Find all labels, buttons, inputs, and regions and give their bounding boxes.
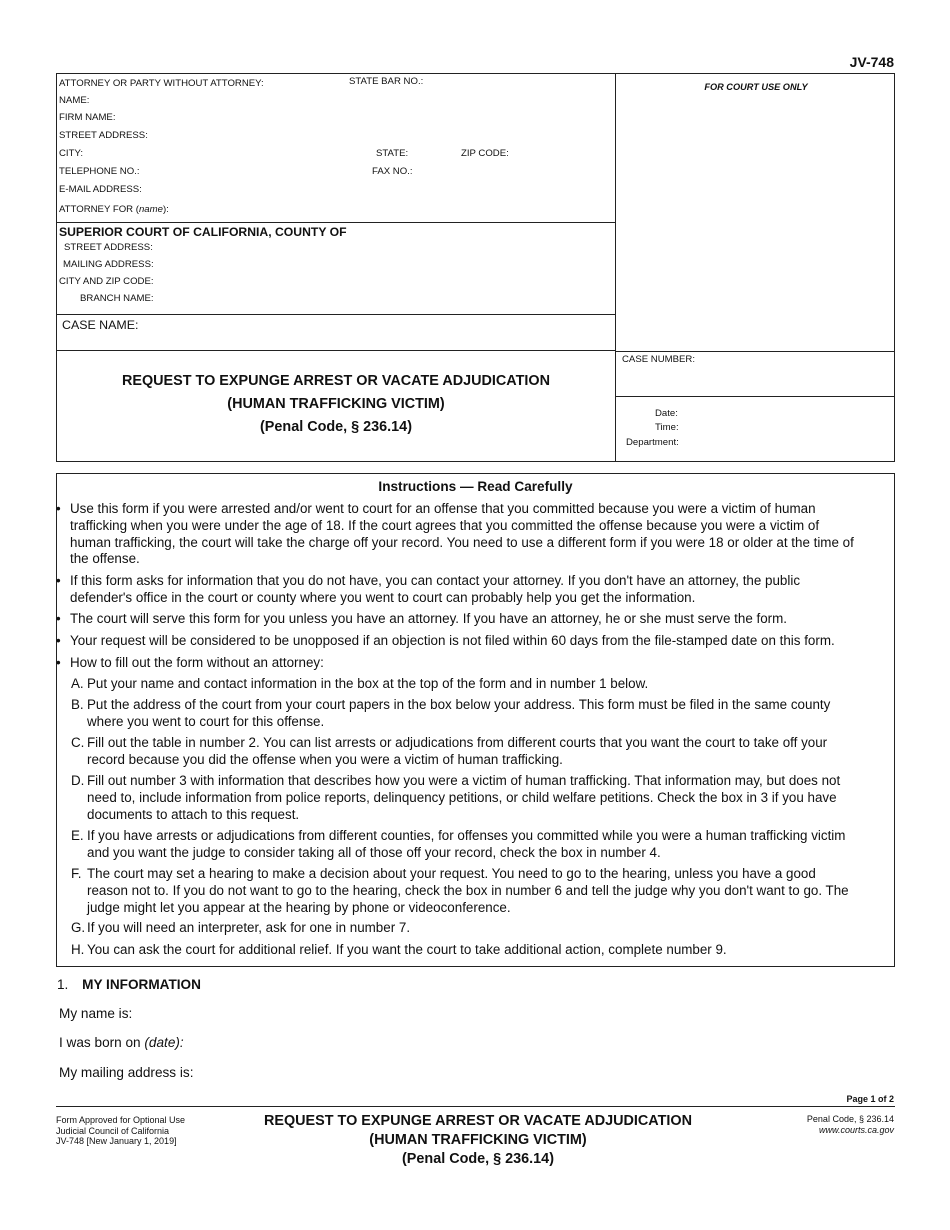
bullet-icon: • [56,633,61,648]
street-address-label: STREET ADDRESS: [59,130,148,141]
instructions-box [56,473,895,967]
instruction-bullet: • The court will serve this form for you unless you have an attorney. If you have an attorney, he or she must serve the form. [56,611,787,626]
form-number: JV-748 [849,54,894,70]
attorney-for-label: ATTORNEY FOR (name): [59,204,169,215]
section-title: MY INFORMATION [82,977,201,992]
caption-divider [615,74,616,462]
instruction-bullet: • How to fill out the form without an attorney: [56,655,324,670]
bullet-icon: • [56,655,61,670]
court-city-zip-label: CITY AND ZIP CODE: [59,276,154,287]
instruction-step: A. Put your name and contact information in the box at the top of the form and in number 1 below. [71,676,649,691]
bullet-icon: • [56,501,61,516]
footer-approval: Form Approved for Optional Use Judicial Council of California JV-748 [New January 1, 2019] [56,1115,186,1146]
court-use-label: FOR COURT USE ONLY [704,82,808,92]
court-street-label: STREET ADDRESS: [64,242,153,253]
instruction-step: H. You can ask the court for additional relief. If you want the court to take additional action, complete number 9. [71,942,727,957]
fax-label: FAX NO.: [372,166,413,177]
telephone-label: TELEPHONE NO.: [59,166,140,177]
bullet-icon: • [56,611,61,626]
hearing-date-label: Date: [655,408,678,419]
email-label: E-MAIL ADDRESS: [59,184,142,195]
section-1-heading [57,977,201,992]
city-label: CITY: [59,148,83,159]
birth-date-label: I was born on (date): [59,1035,184,1050]
hearing-time-label: Time: [655,422,679,433]
state-label: STATE: [376,148,409,159]
bullet-icon: • [56,573,61,588]
footer-reference [807,1114,894,1135]
divider-hearing [615,396,894,397]
court-title: SUPERIOR COURT OF CALIFORNIA, COUNTY OF [59,225,347,239]
form-title-line: REQUEST TO EXPUNGE ARREST OR VACATE ADJUDICATION [121,373,551,389]
section-number: 1. [57,977,69,992]
hearing-department-label: Department: [626,437,679,448]
page-number: Page 1 of 2 [846,1094,894,1104]
form-title [57,370,615,439]
divider-case-name [57,314,615,315]
instruction-bullet: • If this form asks for information that you do not have, you can contact your attorney. If you don't have an attorney, the public defender's office in the court or county where you went to court can probably help you get the information. [56,573,801,605]
zip-label: ZIP CODE: [461,148,509,159]
name-field-label: My name is: [59,1006,133,1021]
instructions-title: Instructions — Read Carefully [378,479,573,494]
footer-url[interactable]: www.courts.ca.gov [818,1124,894,1135]
footer-code: Penal Code, § 236.14 [806,1114,894,1124]
instruction-step: G. If you will need an interpreter, ask for one in number 7. [71,920,411,935]
instruction-step: F. The court may set a hearing to make a decision about your request. You need to go to the hearing, unless you have a good reason not to. If you do not want to go to the hearing, check the box in number 6 and tell the judge why you don't want to go. The judge might let you appear at the hearing by phone or videoconference. [71,866,849,915]
instruction-bullet: • Your request will be considered to be unopposed if an objection is not filed within 60 days from the file-stamped date on this form. [56,633,835,648]
footer-title: REQUEST TO EXPUNGE ARREST OR VACATE ADJUDICATION (HUMAN TRAFFICKING VICTIM) (Penal Code, § 236.14) [263,1113,693,1167]
form-title-line: (Penal Code, § 236.14) [260,419,412,435]
state-bar-label: STATE BAR NO.: [349,76,424,87]
instruction-step: B. Put the address of the court from your court papers in the box below your address. This form must be filed in the same county where you went to court for this offense. [71,697,831,729]
divider-title [57,350,615,351]
divider-case-number [615,351,894,352]
mailing-address-label: My mailing address is: [59,1065,194,1080]
footer-rule [56,1106,895,1107]
caption-box [56,73,895,462]
case-number-label: CASE NUMBER: [622,354,696,365]
divider-court [57,222,615,223]
attorney-label: ATTORNEY OR PARTY WITHOUT ATTORNEY: [59,78,264,89]
instruction-step: E. If you have arrests or adjudications from different counties, for offenses you committed while you were a human trafficking victim and you want the judge to consider taking all of those off your record, check the box in number 4. [71,828,846,860]
court-mailing-label: MAILING ADDRESS: [63,259,154,270]
court-branch-label: BRANCH NAME: [80,293,154,304]
instruction-bullet: • Use this form if you were arrested and/or went to court for an offense that you committed because you were a victim of human trafficking when you were under the age of 18. If the court agrees that you committed the offense because you were a victim of human trafficking, the court will take the charge off your record. You need to use a different form if you were 18 or older at the time of the offense. [56,501,854,567]
firm-name-label: FIRM NAME: [59,112,116,123]
instruction-step: C. Fill out the table in number 2. You can list arrests or adjudications from different courts that you want the court to take off your record because you did the offense when you were a victim of human trafficking. [71,735,828,767]
name-label: NAME: [59,95,90,106]
form-title-line: (HUMAN TRAFFICKING VICTIM) [227,396,445,412]
instruction-step: D. Fill out number 3 with information that describes how you were a victim of human trafficking. That information may, but does not need to, include information from police reports, delinquency petitions, or child welfare petitions. Check the box in 3 if you have documents to attach to this request. [71,773,841,822]
case-name-label: CASE NAME: [62,318,139,332]
